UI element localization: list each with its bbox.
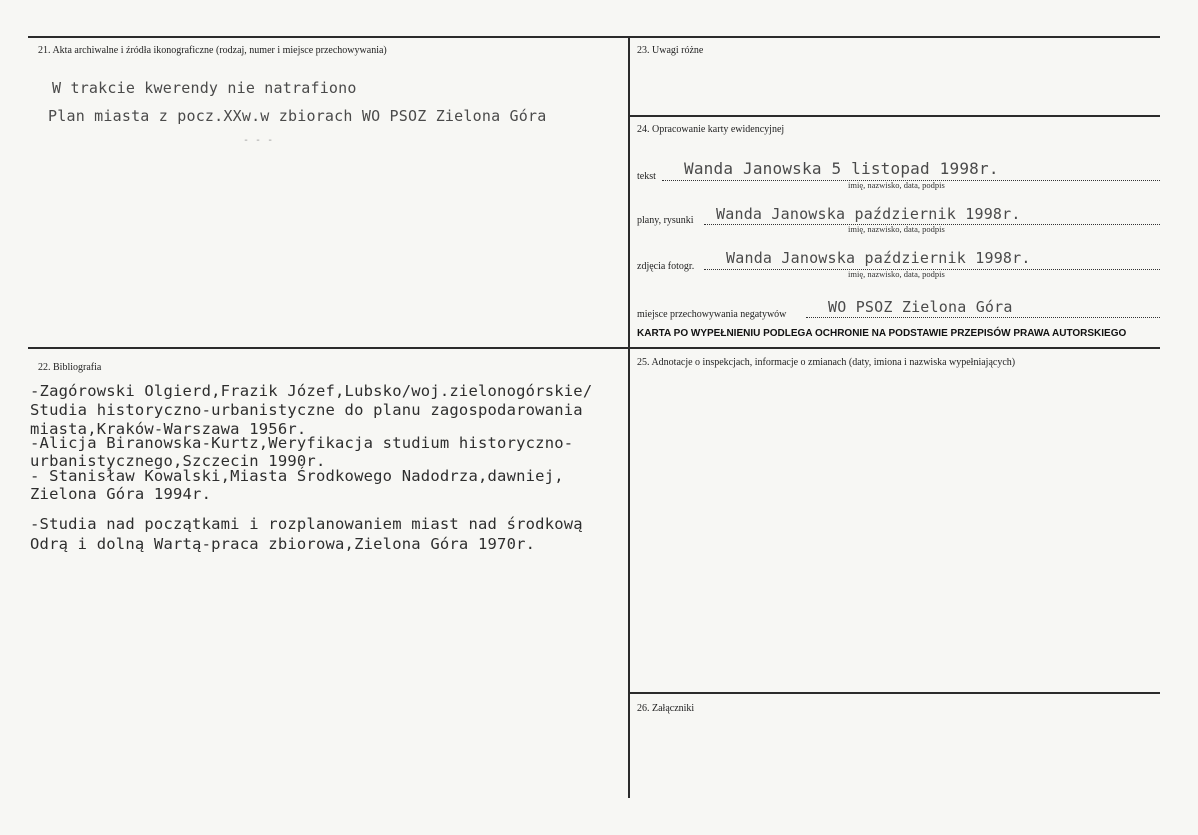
zdjecia-label: zdjęcia fotogr. bbox=[637, 261, 695, 272]
section-25-26-divider bbox=[628, 692, 1160, 694]
top-border bbox=[28, 36, 1160, 38]
bibliography-line-3: miasta,Kraków-Warszawa 1956r. bbox=[30, 420, 307, 438]
zdjecia-value: Wanda Janowska październik 1998r. bbox=[726, 249, 1031, 267]
section-21-line-1: W trakcie kwerendy nie natrafiono bbox=[52, 79, 357, 97]
section-25-header: 25. Adnotacje o inspekcjach, informacje o zmianach (daty, imiona i nazwiska wypełniających) bbox=[637, 357, 1016, 368]
plany-value: Wanda Janowska październik 1998r. bbox=[716, 205, 1021, 223]
section-26-header: 26. Załączniki bbox=[637, 703, 695, 714]
section-22-header: 22. Bibliografia bbox=[38, 362, 102, 373]
tekst-caption: imię, nazwisko, data, podpis bbox=[848, 180, 945, 190]
section-21-smudge: - - - bbox=[243, 135, 274, 146]
plany-label: plany, rysunki bbox=[637, 215, 694, 226]
section-23-header: 23. Uwagi różne bbox=[637, 45, 704, 56]
middle-divider bbox=[28, 347, 1160, 349]
negatywy-label: miejsce przechowywania negatywów bbox=[637, 309, 787, 320]
bibliography-line-5: urbanistycznego,Szczecin 1990r. bbox=[30, 452, 326, 470]
bibliography-line-7: Zielona Góra 1994r. bbox=[30, 485, 212, 503]
negatywy-dotted-line bbox=[806, 317, 1160, 318]
copyright-notice: KARTA PO WYPEŁNIENIU PODLEGA OCHRONIE NA PODSTAWIE PRZEPISÓW PRAWA AUTORSKIEGO bbox=[637, 328, 1127, 339]
plany-caption: imię, nazwisko, data, podpis bbox=[848, 224, 945, 234]
bibliography-line-9: Odrą i dolną Wartą-praca zbiorowa,Zielona Góra 1970r. bbox=[30, 535, 536, 553]
bibliography-line-8: -Studia nad początkami i rozplanowaniem miast nad środkową bbox=[30, 515, 583, 533]
section-21-line-2: Plan miasta z pocz.XXw.w zbiorach WO PSOZ Zielona Góra bbox=[48, 107, 547, 125]
tekst-value: Wanda Janowska 5 listopad 1998r. bbox=[684, 159, 999, 178]
center-vertical-rule bbox=[628, 36, 630, 798]
section-21-header: 21. Akta archiwalne i źródła ikonograficzne (rodzaj, numer i miejsce przechowywania) bbox=[38, 45, 387, 56]
bibliography-line-4: -Alicja Biranowska-Kurtz,Weryfikacja studium historyczno- bbox=[30, 434, 574, 452]
tekst-label: tekst bbox=[637, 171, 656, 182]
negatywy-value: WO PSOZ Zielona Góra bbox=[828, 298, 1013, 316]
bibliography-line-1: -Zagórowski Olgierd,Frazik Józef,Lubsko/woj.zielonogórskie/ bbox=[30, 382, 593, 400]
bibliography-line-6: - Stanisław Kowalski,Miasta Środkowego Nadodrza,dawniej, bbox=[30, 467, 564, 485]
bibliography-line-2: Studia historyczno-urbanistyczne do planu zagospodarowania bbox=[30, 401, 583, 419]
section-23-24-divider bbox=[628, 115, 1160, 117]
zdjecia-caption: imię, nazwisko, data, podpis bbox=[848, 269, 945, 279]
section-24-header: 24. Opracowanie karty ewidencyjnej bbox=[637, 124, 785, 135]
